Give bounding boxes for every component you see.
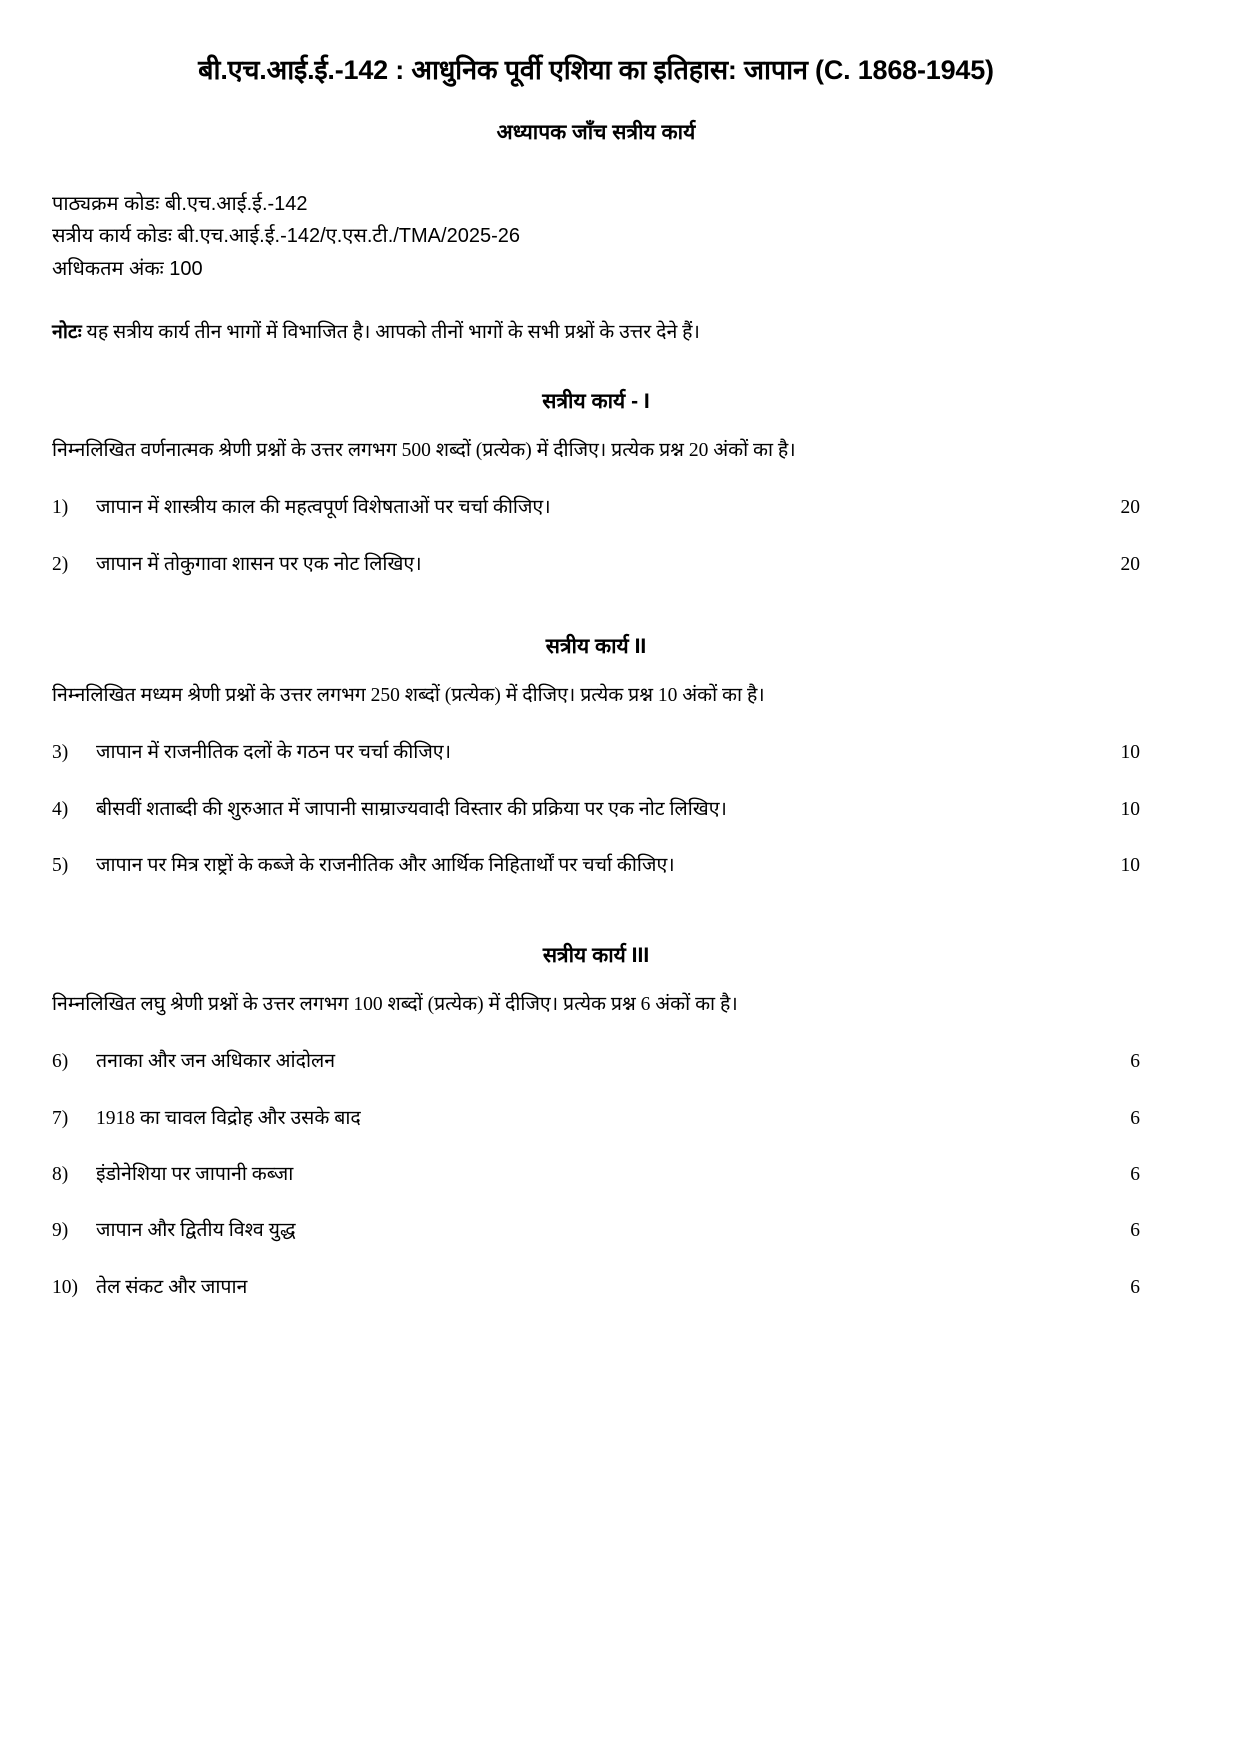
question-item <box>52 1161 1140 1188</box>
question-number: 3) <box>52 742 69 764</box>
question-marks: 6 <box>1130 1276 1140 1298</box>
question-number: 8) <box>52 1164 69 1186</box>
question-number: 1) <box>52 497 69 519</box>
question-marks: 6 <box>1130 1107 1140 1129</box>
question-marks: 6 <box>1130 1220 1140 1242</box>
question-item <box>52 852 1140 879</box>
question-text: जापान पर मित्र राष्ट्रों के कब्जे के राजनीतिक और आर्थिक निहितार्थों पर चर्चा कीजिए। <box>96 854 675 876</box>
note-paragraph <box>52 319 1140 347</box>
section-2-instruction: निम्नलिखित मध्यम श्रेणी प्रश्नों के उत्तर लगभग 250 शब्दों (प्रत्येक) में दीजिए। प्रत्येक प्रश्न 10 अंकों का है। <box>52 685 765 707</box>
question-text: जापान में शास्त्रीय काल की महत्वपूर्ण विशेषताओं पर चर्चा कीजिए। <box>96 497 551 519</box>
question-marks: 6 <box>1130 1164 1140 1186</box>
section-3-heading: सत्रीय कार्य III <box>542 944 650 968</box>
question-text: 1918 का चावल विद्रोह और उसके बाद <box>96 1107 361 1129</box>
question-marks: 6 <box>1130 1051 1140 1073</box>
question-marks: 10 <box>1120 798 1140 820</box>
question-item <box>52 739 1140 766</box>
question-number: 6) <box>52 1051 69 1073</box>
question-number: 4) <box>52 798 69 820</box>
question-text: तेल संकट और जापान <box>96 1276 248 1298</box>
question-text: बीसवीं शताब्दी की शुरुआत में जापानी साम्राज्यवादी विस्तार की प्रक्रिया पर एक नोट लिखिए। <box>96 798 727 820</box>
question-item <box>52 551 1140 578</box>
question-marks: 20 <box>1120 553 1140 575</box>
max-marks-line: अधिकतम अंकः 100 <box>52 257 203 280</box>
section-2 <box>52 632 1140 879</box>
question-number: 2) <box>52 553 69 575</box>
section-2-question-list <box>52 739 1140 879</box>
question-text: तनाका और जन अधिकार आंदोलन <box>96 1051 336 1073</box>
question-number: 10) <box>52 1276 78 1298</box>
page-subtitle: अध्यापक जाँच सत्रीय कार्य <box>496 120 696 144</box>
question-text: जापान में राजनीतिक दलों के गठन पर चर्चा कीजिए। <box>96 742 451 764</box>
question-item <box>52 1105 1140 1132</box>
course-code-line: पाठ्यक्रम कोडः बी.एच.आई.ई.-142 <box>52 192 308 215</box>
assignment-meta <box>52 188 1140 285</box>
section-1-question-list <box>52 494 1140 578</box>
question-item <box>52 1048 1140 1075</box>
question-item <box>52 1217 1140 1244</box>
page-title: बी.एच.आई.ई.-142 : आधुनिक पूर्वी एशिया का इतिहास: जापान (C. 1868-1945) <box>198 55 994 85</box>
question-item <box>52 796 1140 823</box>
question-text: जापान और द्वितीय विश्व युद्ध <box>96 1220 296 1242</box>
note-text: यह सत्रीय कार्य तीन भागों में विभाजित है। आपको तीनों भागों के सभी प्रश्नों के उत्तर देने हैं। <box>81 321 700 343</box>
section-1-instruction: निम्नलिखित वर्णनात्मक श्रेणी प्रश्नों के उत्तर लगभग 500 शब्दों (प्रत्येक) में दीजिए। प्रत्येक प्रश्न 20 अंकों का है। <box>52 440 796 462</box>
question-marks: 10 <box>1120 742 1140 764</box>
question-number: 9) <box>52 1220 69 1242</box>
section-3-instruction: निम्नलिखित लघु श्रेणी प्रश्नों के उत्तर लगभग 100 शब्दों (प्रत्येक) में दीजिए। प्रत्येक प्रश्न 6 अंकों का है। <box>52 994 738 1016</box>
question-number: 7) <box>52 1107 69 1129</box>
section-2-heading: सत्रीय कार्य II <box>545 635 647 659</box>
question-item <box>52 494 1140 521</box>
question-marks: 20 <box>1120 497 1140 519</box>
question-text: इंडोनेशिया पर जापानी कब्जा <box>96 1164 294 1186</box>
section-1 <box>52 387 1140 578</box>
section-1-heading: सत्रीय कार्य - I <box>542 390 650 414</box>
question-item <box>52 1274 1140 1301</box>
question-text: जापान में तोकुगावा शासन पर एक नोट लिखिए। <box>96 553 422 575</box>
section-3-question-list <box>52 1048 1140 1300</box>
note-label: नोटः <box>52 321 82 343</box>
section-3 <box>52 941 1140 1301</box>
question-number: 5) <box>52 854 69 876</box>
question-marks: 10 <box>1120 854 1140 876</box>
assignment-code-line: सत्रीय कार्य कोडः बी.एच.आई.ई.-142/ए.एस.टी./TMA/2025-26 <box>52 225 520 248</box>
